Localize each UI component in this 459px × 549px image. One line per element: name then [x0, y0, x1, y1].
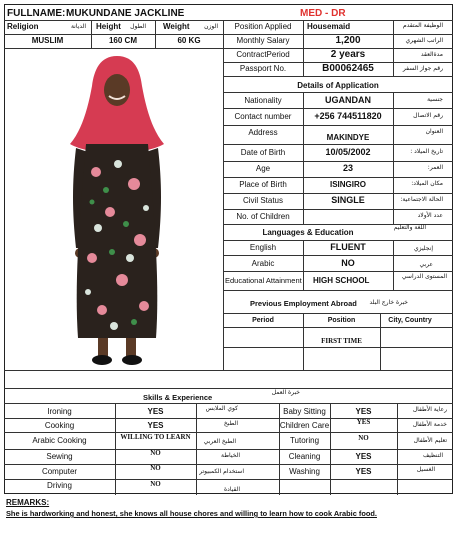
arabic-ar: عربي — [419, 261, 433, 268]
skill-driving-ar: القيادة — [224, 486, 240, 493]
salary-ar: الراتب الشهري — [405, 37, 443, 44]
place-of-birth-label: Place of Birth — [239, 180, 287, 189]
height-value: 160 CM — [108, 36, 137, 45]
weight-value: 60 KG — [177, 36, 201, 45]
age-ar: العمر: — [427, 164, 443, 171]
dob-ar: تاريخ الميلاد : — [410, 148, 443, 155]
english-ar: إنجليزي — [413, 245, 433, 252]
english-label: English — [249, 243, 277, 252]
nationality-ar: جنسية — [427, 96, 443, 103]
religion-label-ar: الديانة — [70, 23, 86, 30]
employment-first-time: FIRST TIME — [321, 337, 362, 345]
age-value: 23 — [342, 163, 353, 173]
place-of-birth-ar: مكان الميلاد: — [411, 180, 443, 187]
weight-label: Weight — [163, 22, 190, 31]
skill-baby-sitting-label: Baby Sitting — [283, 407, 326, 416]
details-title: Details of Application — [297, 81, 379, 90]
skill-arabic-cooking-value: WILLING TO LEARN — [120, 433, 191, 441]
skill-driving-label: Driving — [47, 481, 72, 490]
reference-code: MED - DR — [300, 8, 346, 19]
children-label: No. of Children — [236, 212, 290, 221]
civil-status-ar: الحالة الاجتماعية: — [400, 196, 443, 203]
skill-cleaning-ar: التنظيف — [422, 452, 443, 459]
skill-children-care-value: YES — [356, 418, 371, 426]
contact-label: Contact number — [234, 112, 292, 121]
passport-label: Passport No. — [239, 64, 287, 73]
skill-sewing-label: Sewing — [46, 452, 73, 461]
passport-value: B00062465 — [322, 63, 374, 74]
skill-cooking-ar: الطبخ — [223, 420, 238, 427]
salary-label: Monthly Salary — [236, 36, 290, 45]
skill-tutoring-value: NO — [358, 434, 369, 442]
civil-status-label: Civil Status — [242, 196, 283, 205]
arabic-value: NO — [341, 258, 355, 268]
dob-value: 10/05/2002 — [325, 147, 371, 157]
children-ar: عدد الأولاد — [417, 212, 443, 219]
skill-ironing-value: YES — [147, 407, 164, 416]
remarks-label: REMARKS: — [6, 498, 50, 507]
skill-cooking-value: YES — [147, 421, 164, 430]
nationality-value: UGANDAN — [325, 95, 371, 105]
skill-washing-ar: الغسيل — [416, 466, 435, 473]
education-label: Educational Attainment — [225, 276, 302, 285]
skill-sewing-value: NO — [150, 449, 161, 457]
address-ar: العنوان — [425, 128, 443, 135]
contract-label: ContractPeriod — [236, 50, 290, 59]
education-value: HIGH SCHOOL — [313, 276, 370, 285]
arabic-label: Arabic — [251, 259, 275, 268]
height-label-ar: الطول — [130, 23, 146, 30]
position-applied-ar: الوظيفة المتقدم — [402, 22, 443, 29]
salary-value: 1,200 — [335, 35, 361, 46]
skills-title: Skills & Experience — [143, 393, 213, 402]
skill-cooking-label: Cooking — [44, 421, 75, 430]
height-label: Height — [96, 22, 121, 31]
contract-ar: مدةالعقد — [420, 51, 443, 58]
position-applied-value: Housemaid — [307, 22, 351, 31]
position-applied-label: Position Applied — [234, 22, 292, 31]
languages-title: Languages & Education — [262, 228, 354, 237]
skill-cleaning-label: Cleaning — [288, 452, 321, 461]
weight-label-ar: الوزن — [204, 23, 218, 30]
skill-cleaning-value: YES — [355, 452, 372, 461]
fullname-value: MUKUNDANE JACKLINE — [66, 8, 185, 19]
employment-header-city: City, Country — [388, 317, 432, 324]
religion-label: Religion — [7, 22, 39, 31]
employment-title: Previous Employment Abroad — [250, 299, 357, 308]
skill-arabic-cooking-label: Arabic Cooking — [32, 436, 87, 445]
skill-ironing-label: Ironing — [47, 407, 72, 416]
skill-washing-value: YES — [355, 467, 372, 476]
contact-ar: رقم الاتصال — [413, 112, 443, 119]
skill-ironing-ar: كوي الملابس — [205, 405, 238, 412]
english-value: FLUENT — [330, 242, 366, 252]
languages-title-ar: اللغة والتعليم — [393, 224, 426, 231]
skill-tutoring-ar: تعليم الأطفال — [413, 437, 447, 444]
age-label: Age — [255, 164, 271, 173]
remarks-text: She is hardworking and honest, she knows all house chores and willing to learn how to cook Arabic food. — [6, 509, 377, 518]
skill-children-care-label: Children Care — [279, 421, 330, 430]
skill-computer-label: Computer — [41, 467, 78, 476]
skills-title-ar: خبرة العمل — [271, 389, 300, 396]
employment-title-ar: خبرة خارج البلد — [369, 299, 408, 306]
employment-header-period: Period — [252, 317, 274, 324]
skill-sewing-ar: الخياطة — [221, 452, 240, 459]
place-of-birth-value: ISINGIRO — [329, 180, 366, 189]
skill-children-care-ar: خدمة الأطفال — [412, 421, 447, 428]
employment-header-position: Position — [327, 317, 356, 324]
contract-value: 2 years — [330, 49, 366, 60]
nationality-label: Nationality — [244, 96, 282, 105]
civil-status-value: SINGLE — [331, 195, 365, 205]
skill-computer-value: NO — [150, 464, 161, 472]
applicant-photo — [62, 52, 172, 372]
skill-washing-label: Washing — [289, 467, 320, 476]
skill-baby-sitting-value: YES — [355, 407, 372, 416]
religion-value: MUSLIM — [31, 36, 64, 45]
skill-tutoring-label: Tutoring — [289, 436, 320, 445]
dob-label: Date of Birth — [240, 148, 286, 157]
fullname-label: FULLNAME: — [7, 8, 66, 19]
skill-driving-value: NO — [150, 480, 161, 488]
skill-baby-sitting-ar: رعاية الأطفال — [412, 406, 447, 413]
skill-arabic-cooking-ar: الطبخ العربي — [203, 438, 236, 445]
address-label: Address — [248, 128, 278, 137]
contact-value: +256 744511820 — [314, 111, 382, 121]
address-value: MAKINDYE — [326, 133, 370, 142]
skill-computer-ar: استخدام الكمبيوتر — [199, 468, 244, 475]
education-ar: المستوى الدراسي — [401, 273, 447, 280]
passport-ar: رقم جواز السفر — [402, 65, 443, 72]
